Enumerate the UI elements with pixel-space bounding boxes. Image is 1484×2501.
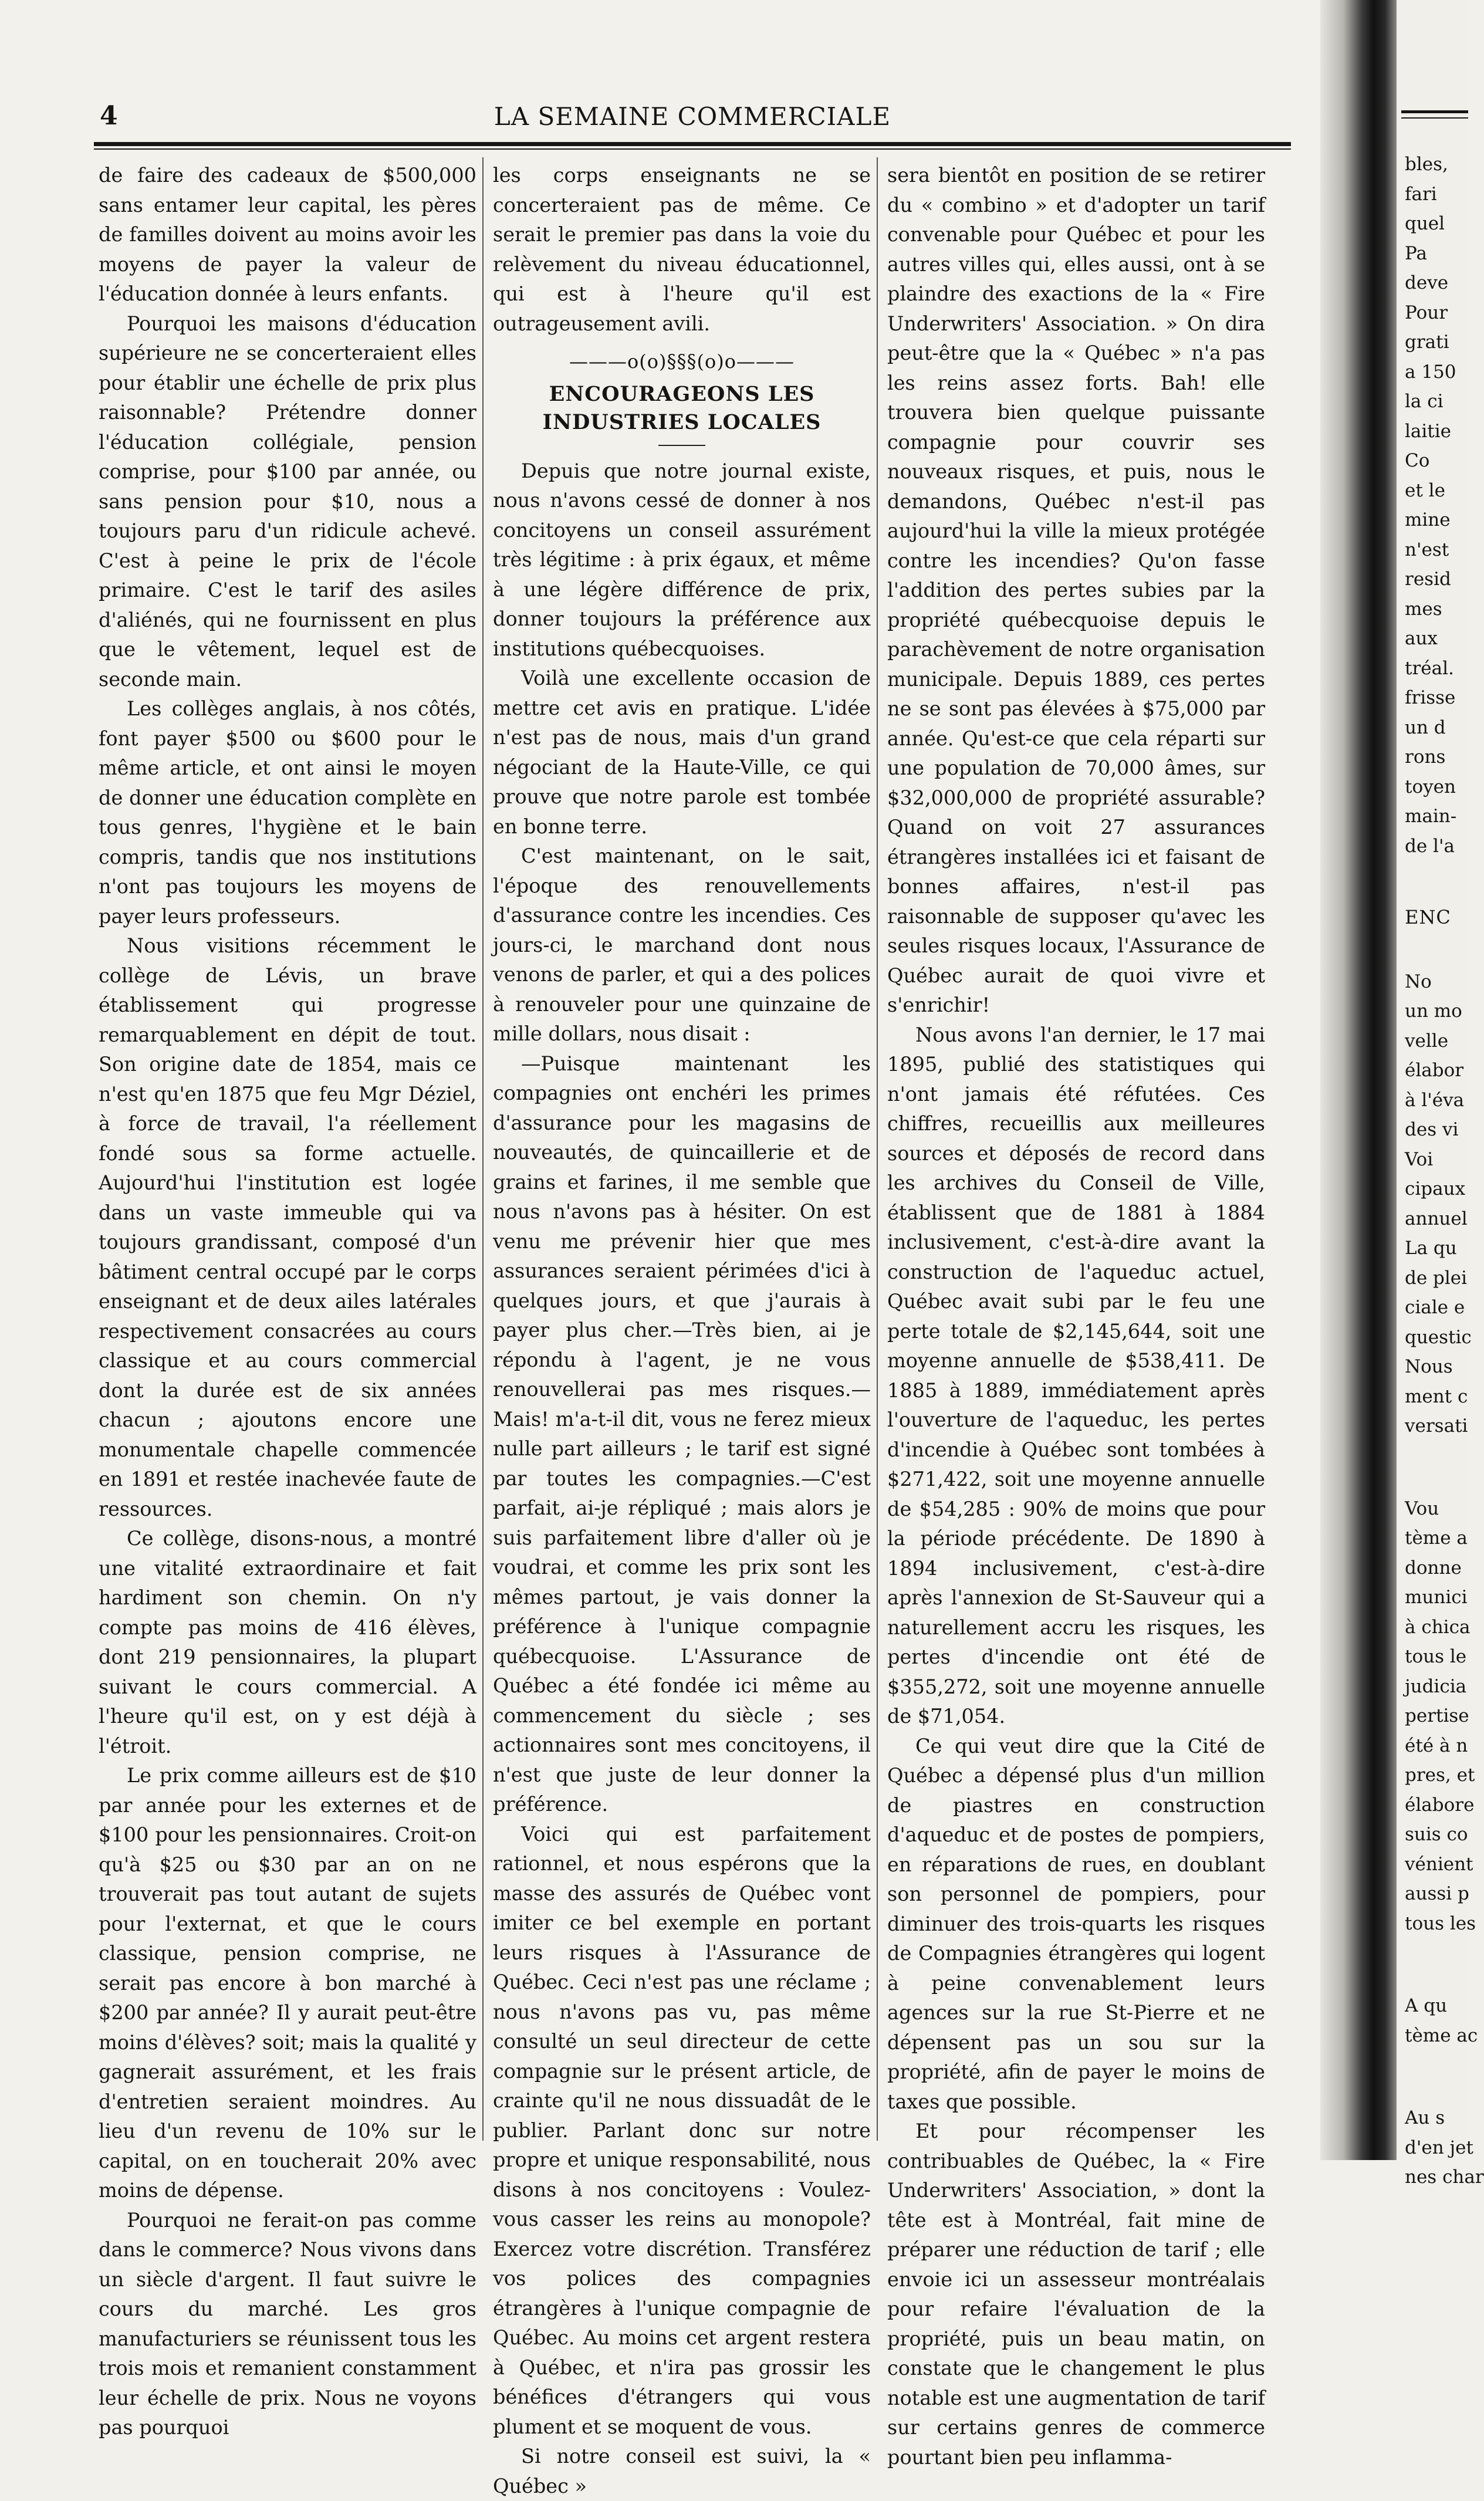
- facing-page-line-fragment: tous le: [1405, 1646, 1467, 1667]
- facing-page-line-fragment: judicia: [1405, 1675, 1467, 1697]
- facing-page-line-fragment: velle: [1405, 1030, 1449, 1052]
- facing-page-line-fragment: ment c: [1405, 1385, 1468, 1407]
- facing-page-line-fragment: laitie: [1405, 420, 1452, 442]
- facing-page-line-fragment: Voi: [1405, 1148, 1434, 1170]
- facing-page-line-fragment: pertise: [1405, 1705, 1469, 1726]
- facing-page-line-fragment: de l'a: [1405, 835, 1455, 857]
- facing-page-line-fragment: bles,: [1405, 154, 1448, 175]
- header-rule-thin: [94, 148, 1291, 150]
- facing-page-line-fragment: quel: [1405, 213, 1445, 234]
- paragraph: —Puisque maintenant les compagnies ont enchéri les primes d'assurance pour les magasins de nouveautés, de quincaillerie et de grains et farines, il me semble que nous n'avons pas à hésiter. On est venu me prévenir hier que mes assurances seraient périmées d'ici à quelques jours, et que j'aurais à payer plus cher.—Très bien, ai je répondu à l'agent, je ne vous renouvellerai pas mes risques.—Mais! m'a-t-il dit, vous ne ferez mieux nulle part ailleurs ; le tarif est signé par toutes les compagnies.—C'est parfait, ai-je répliqué ; mais alors je suis parfaitement libre d'aller où je voudrai, et comme les prix sont les mêmes partout, je vais donner la préférence à l'unique compagnie québecquoise. L'Assurance de Québec a été fondée ici même au commencement du siècle ; ses actionnaires sont mes concitoyens, il n'est que juste de leur donner la préférence.: [493, 1052, 871, 1816]
- facing-page-line-fragment: tème ac: [1405, 2025, 1478, 2046]
- facing-page-line-fragment: No: [1405, 971, 1432, 992]
- binding-gutter: [1320, 0, 1397, 2160]
- facing-page-line-fragment: questic: [1405, 1326, 1472, 1348]
- column-divider: [877, 157, 878, 2141]
- facing-page-line-fragment: nes char: [1405, 2167, 1484, 2188]
- facing-page-rule: [1401, 117, 1468, 119]
- page-header: [94, 94, 1291, 141]
- facing-page-line-fragment: à l'éva: [1405, 1089, 1465, 1111]
- facing-page-line-fragment: a 150: [1405, 361, 1456, 383]
- facing-page-line-fragment: mine: [1405, 509, 1451, 530]
- facing-page-line-fragment: ciale e: [1405, 1297, 1465, 1318]
- facing-page-line-fragment: Co: [1405, 450, 1430, 471]
- facing-page-line-fragment: aux: [1405, 628, 1438, 649]
- facing-page-line-fragment: élabore: [1405, 1794, 1475, 1816]
- facing-page-line-fragment: tréal.: [1405, 657, 1454, 679]
- facing-page-line-fragment: vénient: [1405, 1853, 1473, 1875]
- paragraph: sera bientôt en position de se retirer du « combino » et d'adopter un tarif convenable pour Québec et pour les autres villes qui, elles aussi, ont à se plaindre des exactions de la « Fire Underwriters' Association. » On dira peut-être que la « Québec » n'a pas les reins assez forts. Bah! elle trouvera bien quelque puissante compagnie pour couvrir ses nouveaux risques, et puis, nous le demandons, Québec n'est-il pas aujourd'hui la ville la mieux protégée contre les incendies? Qu'on fasse l'addition des pertes subies par la propriété québecquoise depuis le parachèvement de notre organisation municipale. Depuis 1889, ces pertes ne se sont pas élevées à $75,000 par année. Qu'est-ce que cela réparti sur une population de 70,000 âmes, sur $32,000,000 de propriété assurable? Quand on voit 27 assurances étrangères installées ici et faisant de bonnes affaires, n'est-il pas raisonnable de supposer qu'avec les seules risques locaux, l'Assurance de Québec aurait de quoi vivre et s'enrichir!: [887, 164, 1265, 1016]
- facing-page-line-fragment: Nous: [1405, 1356, 1453, 1377]
- facing-page-line-fragment: Pour: [1405, 302, 1448, 323]
- facing-page-line-fragment: un d: [1405, 716, 1446, 738]
- facing-page-line-fragment: deve: [1405, 272, 1449, 293]
- paragraph: les corps enseignants ne se concerteraient pas de même. Ce serait le premier pas dans la voie du relèvement du niveau éducationnel, qui est à l'heure qu'il est outrageusement avili.: [493, 164, 871, 335]
- facing-page-line-fragment: tous les: [1405, 1912, 1476, 1934]
- facing-page-line-fragment: La qu: [1405, 1238, 1457, 1259]
- paragraph: de faire des cadeaux de $500,000 sans entamer leur capital, les pères de familles doivent au moins avoir les moyens de payer la valeur de l'éducation donnée à leurs enfants.: [99, 164, 476, 305]
- paragraph: Nous avons l'an dernier, le 17 mai 1895, publié des statistiques qui n'ont jamais été réfutées. Ces chiffres, recueillis aux meilleures sources et déposés de record dans les archives du Conseil de Ville, établissent que de 1881 à 1884 inclusivement, c'est-à-dire avant la construction de l'aqueduc actuel, Québec avait subi par le feu une perte totale de $2,145,644, soit une moyenne annuelle de $538,411. De 1885 à 1889, immédiatement après l'ouverture de l'aqueduc, les pertes d'incendie à Québec sont tombées à $271,422, soit une moyenne annuelle de $54,285 : 90% de moins que pour la période précédente. De 1890 à 1894 inclusivement, c'est-à-dire après l'annexion de St-Sauveur qui a naturellement accru les risques, les pertes d'incendie ont été de $355,272, soit une moyenne annuelle de $71,054.: [887, 1023, 1265, 1728]
- paragraph: Et pour récompenser les contribuables de Québec, la « Fire Underwriters' Association, » dont la tête est à Montréal, fait mine de préparer une réduction de tarif ; elle envoie ici un assesseur montréalais pour refaire l'évaluation de la propriété, puis un beau matin, on constate que le changement le plus notable est une augmentation de tarif sur certains genres de commerce pourtant bien peu inflamma-: [887, 2120, 1265, 2469]
- facing-page-line-fragment: la ci: [1405, 391, 1444, 412]
- running-head: LA SEMAINE COMMERCIALE: [493, 102, 891, 131]
- column-1: [99, 161, 476, 2439]
- column-2: [493, 161, 871, 2497]
- facing-page-line-fragment: versati: [1405, 1415, 1468, 1437]
- facing-page-line-fragment: Au s: [1405, 2107, 1445, 2128]
- facing-page-line-fragment: cipaux: [1405, 1178, 1466, 1199]
- page-number: 4: [100, 101, 118, 131]
- facing-page-line-fragment: pres, et: [1405, 1765, 1475, 1786]
- facing-page-rule: [1401, 110, 1468, 113]
- facing-page-line-fragment: à chica: [1405, 1616, 1471, 1638]
- paragraph: Voici qui est parfaitement rationnel, et nous espérons que la masse des assurés de Québec vont imiter ce bel exemple en portant leurs risques à l'Assurance de Québec. Ceci n'est pas une réclame ; nous n'avons pas vu, pas même consulté un seul directeur de cette compagnie sur le présent article, de crainte qu'il ne nous dissuadât de le publier. Parlant donc sur notre propre et unique responsabilité, nous disons à nos concitoyens : Voulez-vous casser les reins au monopole? Exercez votre discrétion. Transférez vos polices des compagnies étrangères à l'unique compagnie de Québec. Au moins cet argent restera à Québec, et n'ira pas grossir les bénéfices d'étrangers qui vous plument et se moquent de vous.: [493, 1822, 871, 2438]
- paragraph: Si notre conseil est suivi, la « Québec »: [493, 2445, 871, 2497]
- facing-page-line-fragment: mes: [1405, 598, 1442, 620]
- paragraph: Les collèges anglais, à nos côtés, font payer $500 ou $600 pour le même article, et ont ainsi le moyen de donner une éducation complète en tous genres, l'hygiène et le bain compris, tandis que nos institutions n'ont pas toujours les moyens de payer leurs professeurs.: [99, 697, 476, 928]
- section-ornament: ———o(o)§§§(o)o———: [569, 350, 795, 373]
- facing-page-line-fragment: frisse: [1405, 687, 1456, 708]
- paragraph: Ce collège, disons-nous, a montré une vitalité extraordinaire et fait hardiment son chemin. On n'y compte pas moins de 416 élèves, dont 219 pensionnaires, la plupart suivant le cours commercial. A l'heure qu'il est, on y est déjà à l'étroit.: [99, 1527, 476, 1758]
- facing-page-fragment: [1397, 0, 1484, 2188]
- facing-page-line-fragment: tème a: [1405, 1527, 1468, 1549]
- facing-page-line-fragment: de plei: [1405, 1267, 1468, 1289]
- facing-page-line-fragment: Vou: [1405, 1498, 1439, 1519]
- facing-page-line-fragment: munici: [1405, 1587, 1468, 1608]
- facing-page-line-fragment: main-: [1405, 806, 1457, 827]
- facing-page-line-fragment: d'en jet: [1405, 2137, 1473, 2158]
- facing-page-line-fragment: Pa: [1405, 242, 1427, 264]
- column-divider: [482, 157, 484, 2141]
- facing-page-line-fragment: resid: [1405, 569, 1451, 590]
- facing-page-line-fragment: suis co: [1405, 1824, 1468, 1845]
- column-3: [887, 161, 1265, 2469]
- paragraph: Pourquoi ne ferait-on pas comme dans le commerce? Nous vivons dans un siècle d'argent. Il faut suivre le cours du marché. Les gros manufacturiers se réunissent tous les trois mois et remanient constamment leur échelle de prix. Nous ne voyons pas pourquoi: [99, 2208, 476, 2439]
- title-rule: [658, 445, 705, 446]
- facing-page-line-fragment: fari: [1405, 183, 1437, 205]
- facing-page-line-fragment: aussi p: [1405, 1883, 1469, 1904]
- facing-page-line-fragment: annuel: [1405, 1208, 1468, 1229]
- facing-page-line-fragment: A qu: [1405, 1995, 1448, 2016]
- facing-page-heading-fragment: ENC: [1405, 906, 1451, 928]
- facing-page-line-fragment: n'est: [1405, 539, 1449, 560]
- facing-page-line-fragment: toyen: [1405, 776, 1456, 797]
- paragraph: Voilà une excellente occasion de mettre cet avis en pratique. L'idée n'est pas de nous, mais d'un grand négociant de la Haute-Ville, ce qui prouve que notre parole est tombée en bonne terre.: [493, 667, 871, 838]
- facing-page-line-fragment: élabor: [1405, 1060, 1464, 1081]
- facing-page-line-fragment: été à n: [1405, 1735, 1468, 1756]
- facing-page-line-fragment: des vi: [1405, 1119, 1459, 1140]
- paragraph: Depuis que notre journal existe, nous n'avons cessé de donner à nos concitoyens un conseil assurément très légitime : à prix égaux, et même à une légère différence de prix, donner toujours la préférence aux institutions québecquoises.: [493, 459, 871, 660]
- facing-page-line-fragment: rons: [1405, 746, 1446, 768]
- facing-page-line-fragment: donne: [1405, 1557, 1462, 1579]
- paragraph: Nous visitions récemment le collège de Lévis, un brave établissement qui progresse remarquablement en dépit de tout. Son origine date de 1854, mais ce n'est qu'en 1875 que feu Mgr Déziel, à force de travail, l'a réellement fondé sous sa forme actuelle. Aujourd'hui l'institution est logée dans un vaste immeuble qui va toujours grandissant, composé d'un bâtiment central occupé par le corps enseignant et de deux ailes latérales respectivement consacrées au cours classique et au cours commercial dont la durée est de six années chacun ; ajoutons encore une monumentale chapelle commencée en 1891 et restée inachevée faute de ressources.: [99, 934, 476, 1520]
- header-rule-thick: [94, 142, 1291, 146]
- paragraph: Le prix comme ailleurs est de $10 par année pour les externes et de $100 pour les pensionnaires. Croit-on qu'à $25 ou $30 par an on ne trouverait pas tout autant de sujets pour l'externat, et que le cours classique, pension comprise, ne serait pas encore à bon marché à $200 par année? Il y aurait peut-être moins d'élèves? soit; mais la qualité y gagnerait assurément, et les frais d'entretien seraient moindres. Au lieu d'un revenu de 10% sur le capital, on en toucherait 20% avec moins de dépense.: [99, 1764, 476, 2202]
- paragraph: C'est maintenant, on le sait, l'époque des renouvellements d'assurance contre les incendies. Ces jours-ci, le marchand dont nous venons de parler, et qui a des polices à renouveler pour une quinzaine de mille dollars, nous disait :: [493, 844, 871, 1045]
- facing-page-line-fragment: grati: [1405, 332, 1449, 353]
- section-title: ENCOURAGEONS LES INDUSTRIES LOCALES: [542, 381, 822, 434]
- paragraph: Ce qui veut dire que la Cité de Québec a dépensé plus d'un million de piastres en construction d'aqueduc et de postes de pompiers, en réparations de rues, en doublant son personnel de pompiers, pour diminuer des trois-quarts les risques de Compagnies étrangères qui logent à peine convenablement leurs agences sur la rue St-Pierre et ne dépensent pas un sou sur la propriété, afin de payer le moins de taxes que possible.: [887, 1734, 1265, 2113]
- paragraph: Pourquoi les maisons d'éducation supérieure ne se concerteraient elles pour établir une échelle de prix plus raisonnable? Prétendre donner l'éducation collégiale, pension comprise, pour $100 par année, ou sans pension pour $10, nous a toujours paru d'un ridicule achevé. C'est à peine le prix de l'école primaire. C'est le tarif des asiles d'aliénés, qui ne fournissent en plus que le vêtement, lequel est de seconde main.: [99, 312, 476, 691]
- facing-page-line-fragment: et le: [1405, 479, 1445, 501]
- facing-page-line-fragment: un mo: [1405, 1001, 1462, 1022]
